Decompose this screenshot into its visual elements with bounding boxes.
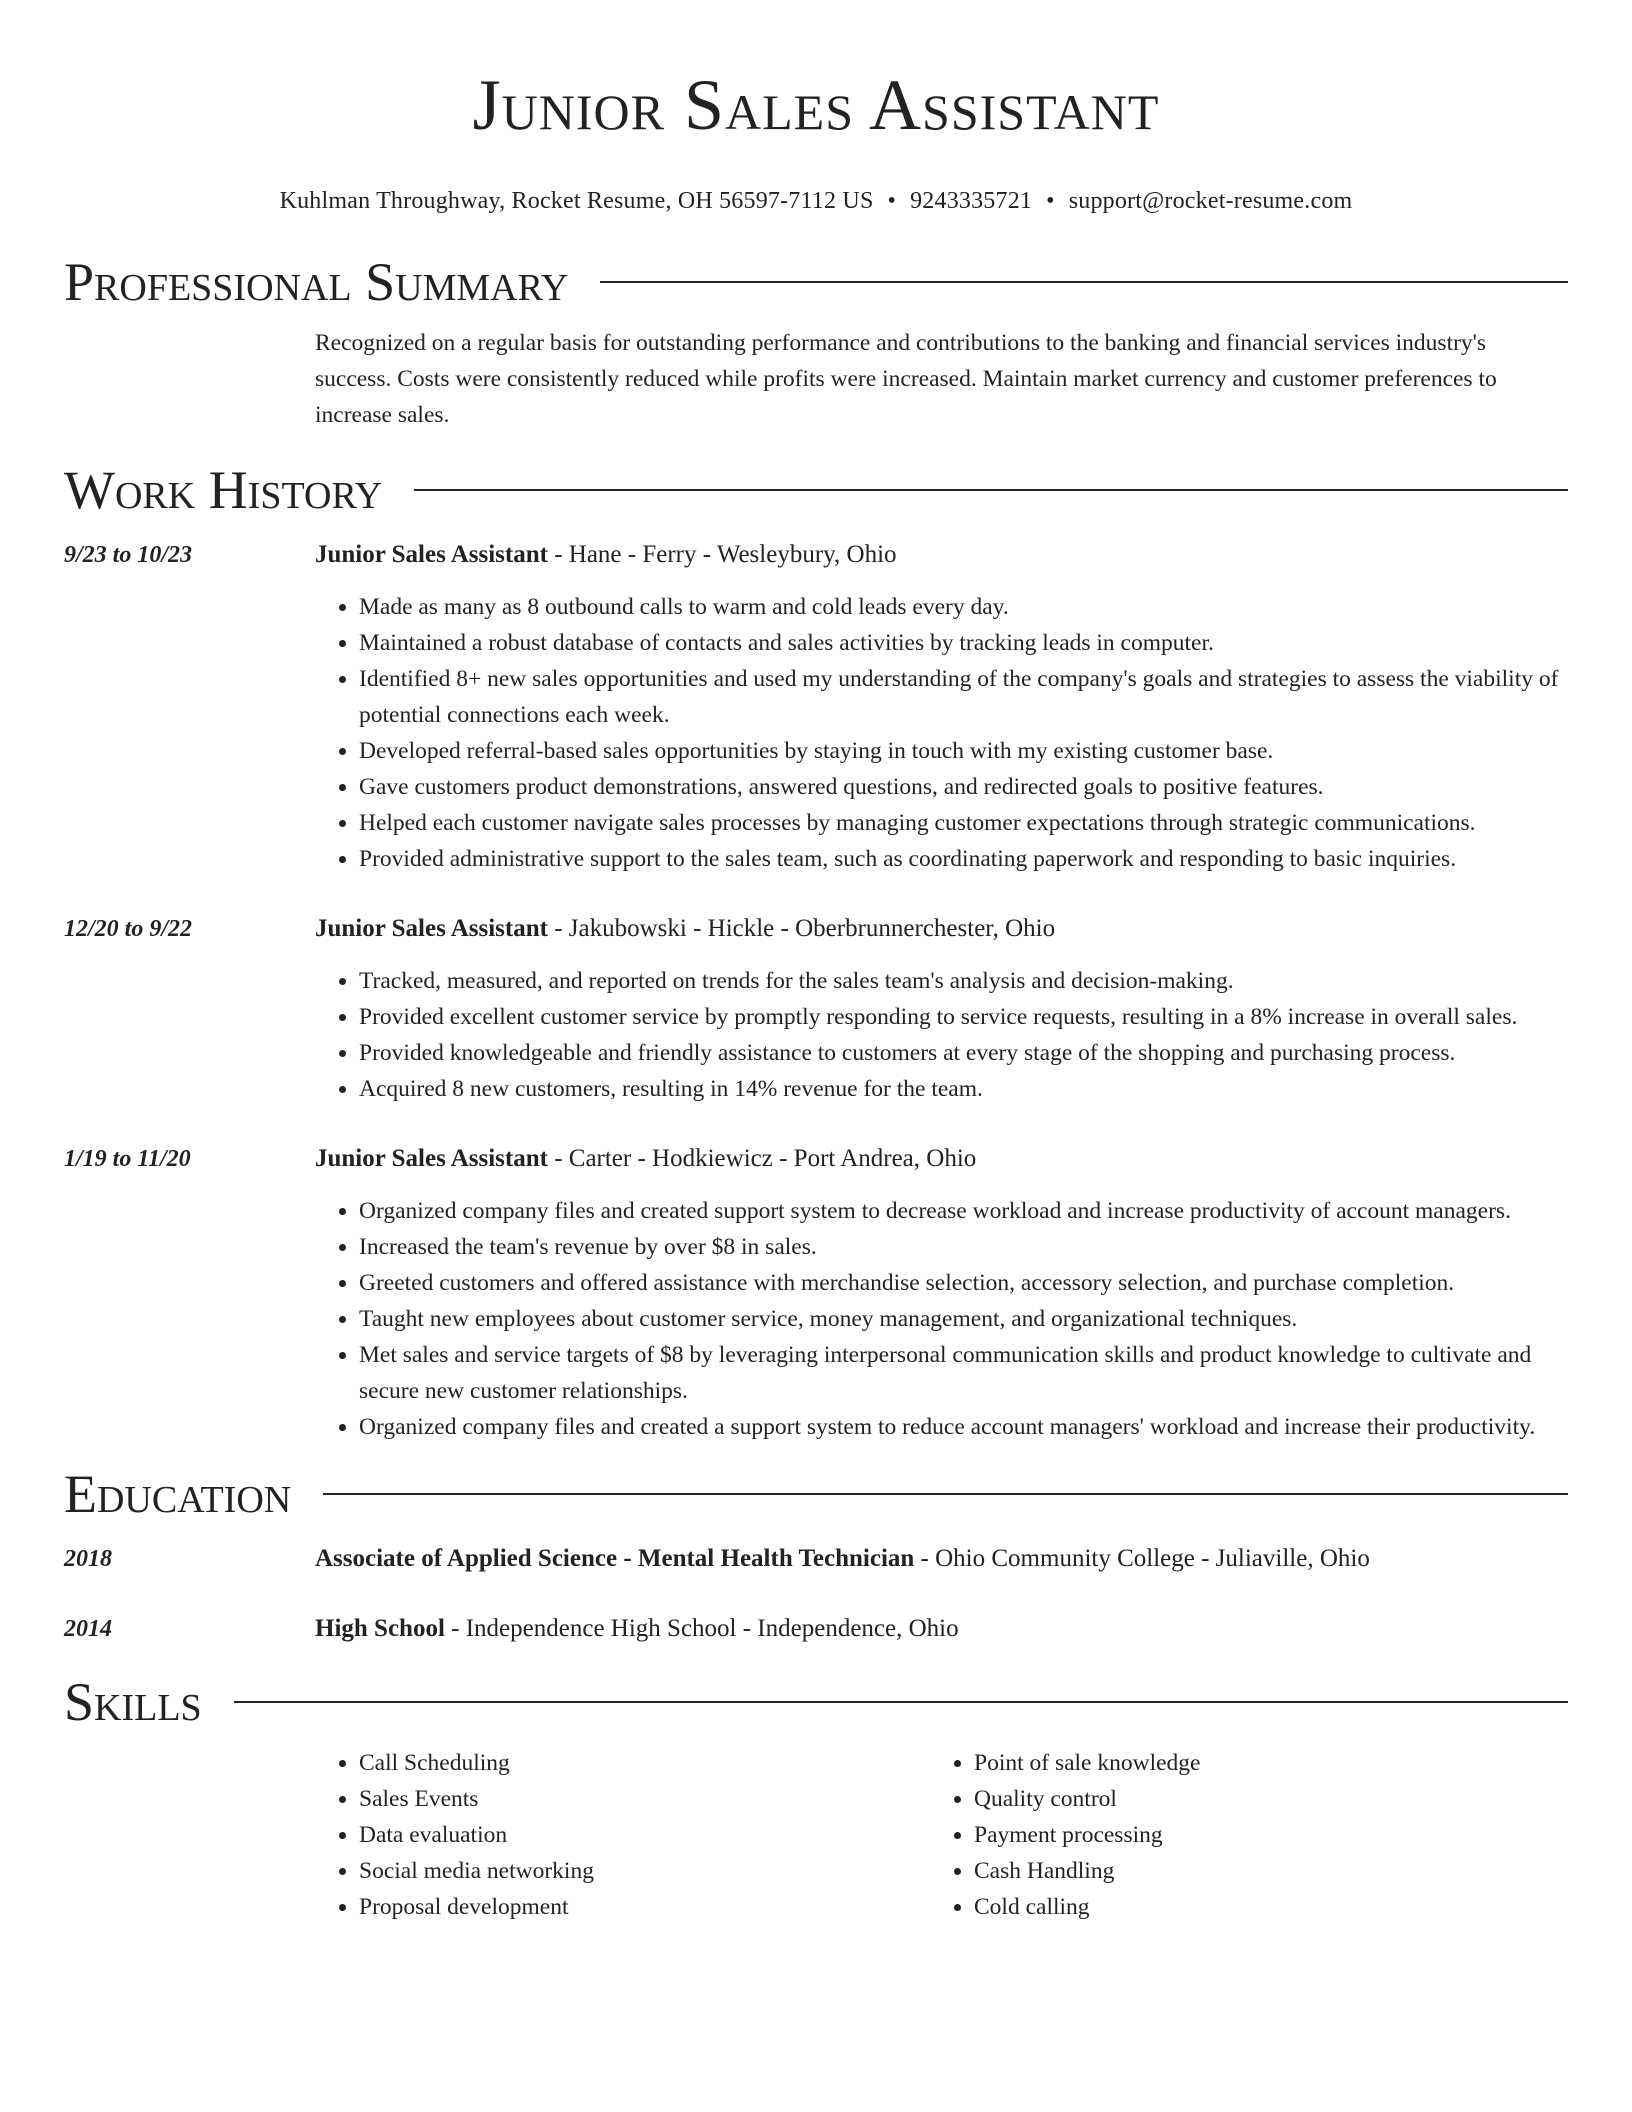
job-bullet: • Made as many as 8 outbound calls to warm and cold leads every day.: [359, 589, 1568, 625]
job-bullet-list: [315, 963, 1568, 1107]
job-bullet: • Met sales and service targets of $8 by leveraging interpersonal communication skills and product knowledge to cultivate and secure new customer relationships.: [359, 1337, 1568, 1409]
job-bullet: • Increased the team's revenue by over $8 in sales.: [359, 1229, 1568, 1265]
job-bullet: • Identified 8+ new sales opportunities and used my understanding of the company's goals and strategies to assess the viability of potential connections each week.: [359, 661, 1568, 733]
job-header-row: [64, 539, 1568, 877]
summary-heading: Professional Summary: [64, 252, 569, 312]
skill-item: • Cold calling: [974, 1889, 1545, 1925]
education-line: [315, 1613, 1568, 1645]
work-heading: Work History: [64, 460, 383, 520]
work-section-header: [64, 459, 1568, 521]
job-title-line: [315, 913, 1568, 945]
job-bullet: • Provided excellent customer service by promptly responding to service requests, resulting in a 8% increase in overall sales.: [359, 999, 1568, 1035]
job-bullet: • Greeted customers and offered assistance with merchandise selection, accessory selection, and purchase completion.: [359, 1265, 1568, 1301]
job-bullet: • Maintained a robust database of contacts and sales activities by tracking leads in computer.: [359, 625, 1568, 661]
job-header-row: [64, 1143, 1568, 1445]
education-year: 2018: [64, 1546, 112, 1572]
skill-item: • Payment processing: [974, 1817, 1545, 1853]
job-bullet: • Gave customers product demonstrations, answered questions, and redirected goals to positive features.: [359, 769, 1568, 805]
job-bullet: • Provided knowledgeable and friendly assistance to customers at every stage of the shopping and purchasing process.: [359, 1035, 1568, 1071]
education-line: [315, 1543, 1568, 1575]
job-header-row: [64, 913, 1568, 1107]
contact-separator: •: [887, 188, 897, 214]
job-bullet: • Provided administrative support to the sales team, such as coordinating paperwork and responding to basic inquiries.: [359, 841, 1568, 877]
job-dates: 12/20 to 9/22: [64, 916, 193, 942]
job-bullet: • Acquired 8 new customers, resulting in 14% revenue for the team.: [359, 1071, 1568, 1107]
work-history-list: [64, 539, 1568, 1445]
job-title: Junior Sales Assistant: [315, 541, 548, 568]
skill-item: • Cash Handling: [974, 1853, 1545, 1889]
education-list: [64, 1543, 1568, 1645]
skill-item: • Point of sale knowledge: [974, 1745, 1545, 1781]
job-company-location: - Hane - Ferry - Wesleybury, Ohio: [547, 541, 897, 568]
skills-section-header: [64, 1671, 1568, 1733]
job-title-line: [315, 1143, 1568, 1175]
education-degree: Associate of Applied Science - Mental Health Technician: [315, 1545, 915, 1572]
skills-heading: Skills: [64, 1672, 202, 1732]
summary-text: Recognized on a regular basis for outstanding performance and contributions to the banking and financial services industry's success. Costs were consistently reduced while profits were increased. Maintain market currency and customer preferences to increase sales.: [315, 330, 1497, 428]
job-bullet: • Taught new employees about customer service, money management, and organizational techniques.: [359, 1301, 1568, 1337]
skill-item: • Proposal development: [359, 1889, 930, 1925]
summary-row: [64, 325, 1568, 433]
job-bullet-list: [315, 1193, 1568, 1445]
job-bullet: • Tracked, measured, and reported on trends for the sales team's analysis and decision-making.: [359, 963, 1568, 999]
education-school: - Independence High School - Independence, Ohio: [444, 1615, 959, 1642]
job-bullet: • Developed referral-based sales opportunities by staying in touch with my existing customer base.: [359, 733, 1568, 769]
job-bullet: • Helped each customer navigate sales processes by managing customer expectations through strategic communications.: [359, 805, 1568, 841]
skill-item: • Social media networking: [359, 1853, 930, 1889]
education-entry: [64, 1613, 1568, 1645]
job-title: Junior Sales Assistant: [315, 915, 548, 942]
education-heading: Education: [64, 1464, 292, 1524]
education-year: 2014: [64, 1616, 112, 1642]
skill-item: • Data evaluation: [359, 1817, 930, 1853]
job-dates: 9/23 to 10/23: [64, 542, 193, 568]
contact-address: Kuhlman Throughway, Rocket Resume, OH 56597-7112 US: [279, 188, 874, 214]
skills-columns: [315, 1745, 1568, 1925]
section-divider: [234, 1701, 1568, 1703]
skill-item: • Call Scheduling: [359, 1745, 930, 1781]
skill-item: • Quality control: [974, 1781, 1545, 1817]
job-dates: 1/19 to 11/20: [64, 1146, 191, 1172]
contact-email: support@rocket-resume.com: [1068, 188, 1353, 214]
contact-separator: •: [1046, 188, 1055, 214]
section-divider: [323, 1493, 1568, 1495]
job-bullet: • Organized company files and created support system to decrease workload and increase productivity of account managers.: [359, 1193, 1568, 1229]
skills-list-left: [315, 1745, 930, 1925]
education-entry: [64, 1543, 1568, 1575]
job-title-line: [315, 539, 1568, 571]
education-section-header: [64, 1463, 1568, 1525]
resume-page: [64, 0, 1568, 1925]
education-degree: High School: [315, 1615, 445, 1642]
education-school: - Ohio Community College - Juliaville, Ohio: [914, 1545, 1370, 1572]
contact-line: [64, 188, 1568, 215]
job-title: Junior Sales Assistant: [315, 1145, 548, 1172]
job-company-location: - Jakubowski - Hickle - Oberbrunnerchester, Ohio: [547, 915, 1056, 942]
skills-row: [64, 1745, 1568, 1925]
job-bullet: • Organized company files and created a support system to reduce account managers' workload and increase their productivity.: [359, 1409, 1568, 1445]
skill-item: • Sales Events: [359, 1781, 930, 1817]
section-divider: [600, 281, 1568, 283]
job-company-location: - Carter - Hodkiewicz - Port Andrea, Ohio: [547, 1145, 977, 1172]
skills-list-right: [930, 1745, 1545, 1925]
job-bullet-list: [315, 589, 1568, 877]
summary-section-header: [64, 251, 1568, 313]
resume-title: Junior Sales Assistant: [472, 65, 1160, 145]
section-divider: [414, 489, 1568, 491]
contact-phone: 9243335721: [910, 188, 1033, 214]
